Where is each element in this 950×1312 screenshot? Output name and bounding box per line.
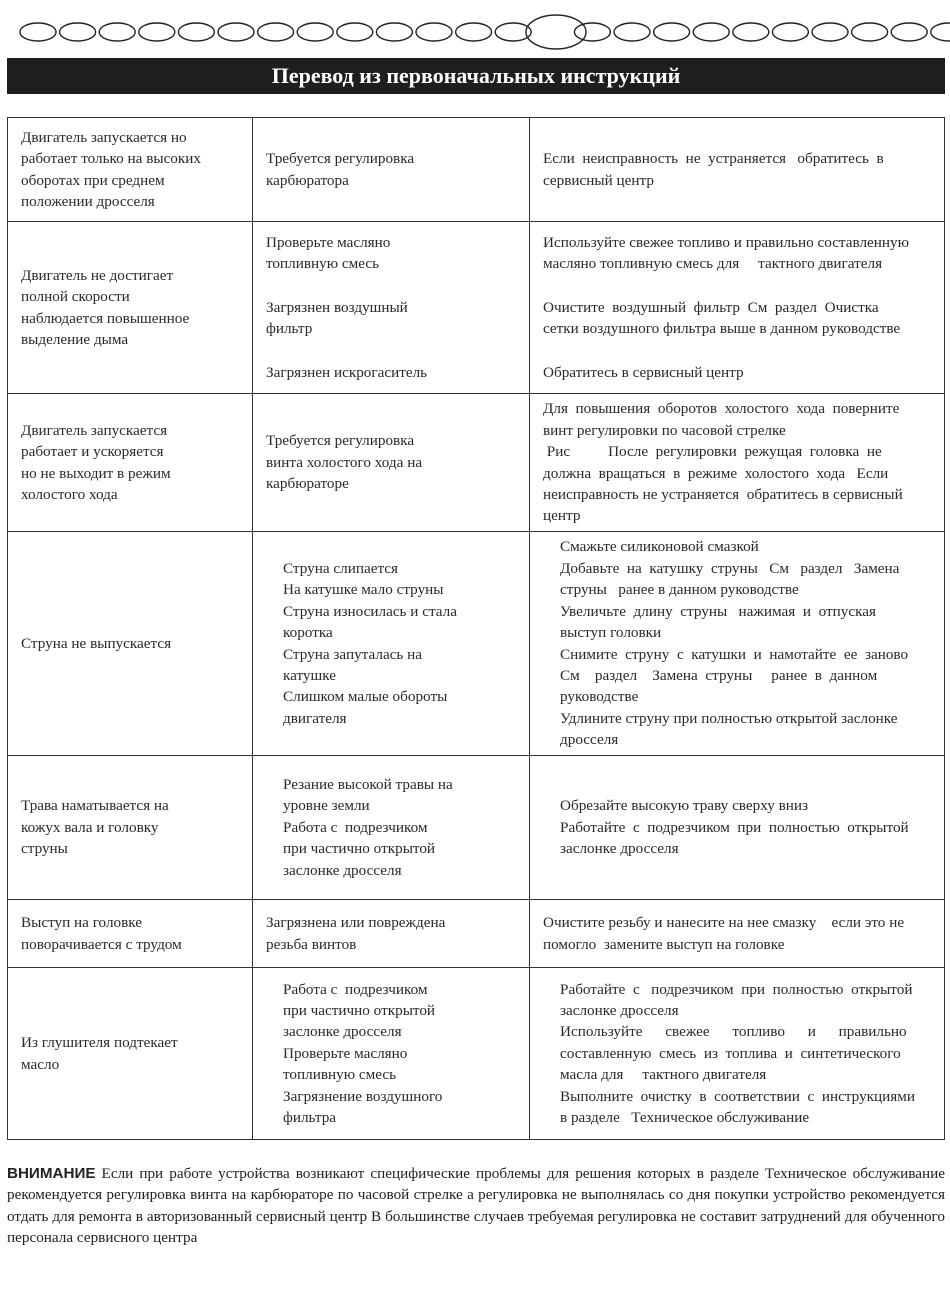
solution-cell-line: неисправность не устраняется обратитесь в сервисный — [543, 485, 903, 503]
cause-cell-line: Слишком малые обороты — [283, 688, 448, 706]
problem-cell-line: Двигатель не достигает — [21, 266, 174, 284]
solution-cell — [530, 222, 945, 394]
cause-cell-line: двигателя — [283, 709, 347, 727]
problem-cell-line: Выступ на головке — [21, 914, 143, 932]
problem-cell-line: оборотах при среднем — [21, 171, 165, 189]
solution-cell-line: Смажьте силиконовой смазкой — [560, 538, 759, 556]
decorative-oval — [99, 23, 135, 41]
solution-cell-line: См раздел Замена струны ранее в данном — [560, 666, 878, 684]
cause-cell-line: уровне земли — [283, 797, 370, 815]
cause-cell-line: топливную смесь — [266, 255, 380, 273]
cause-cell-line: Проверьте масляно — [283, 1044, 408, 1062]
decorative-oval — [654, 23, 690, 41]
solution-cell-line: заслонке дросселя — [560, 840, 679, 858]
solution-cell-line: должна вращаться в режиме холостого хода Если — [543, 464, 889, 482]
solution-cell-line: Если неисправность не устраняется обратитесь в — [543, 150, 884, 168]
problem-cell-line: Трава наматывается на — [21, 797, 169, 815]
solution-cell — [530, 900, 945, 968]
cause-cell-line: Резание высокой травы на — [283, 775, 453, 793]
problem-cell-line: но не выходит в режим — [21, 464, 171, 482]
solution-cell-line: Выполните очистку в соответствии с инструкциями — [560, 1087, 916, 1105]
problem-cell-line: полной скорости — [21, 288, 130, 306]
decorative-oval-large — [526, 15, 586, 49]
cause-cell-line: Работа с подрезчиком — [283, 818, 428, 836]
solution-cell-line: Очистите воздушный фильтр См раздел Очистка — [543, 298, 879, 316]
decorative-oval — [891, 23, 927, 41]
solution-cell-line: Работайте с подрезчиком при полностью открытой — [560, 818, 909, 836]
cause-cell-line: Проверьте масляно — [266, 233, 391, 251]
cause-cell — [253, 900, 530, 968]
problem-cell-line: холостого хода — [21, 485, 118, 503]
solution-cell-line: Работайте с подрезчиком при полностью открытой — [560, 980, 913, 998]
solution-cell-line: в разделе Техническое обслуживание — [560, 1109, 810, 1127]
cause-cell — [253, 222, 530, 394]
problem-cell — [8, 222, 253, 394]
problem-cell-line: масло — [21, 1055, 60, 1073]
table-row — [8, 756, 945, 900]
decorative-oval — [60, 23, 96, 41]
decorative-oval — [614, 23, 650, 41]
decorative-oval — [218, 23, 254, 41]
solution-cell-line: составленную смесь из топлива и синтетического — [560, 1044, 901, 1062]
problem-cell — [8, 756, 253, 900]
problem-cell-line: работает и ускоряется — [21, 443, 164, 461]
decorative-oval — [337, 23, 373, 41]
cause-cell — [253, 118, 530, 222]
cause-cell-line: при частично открытой — [283, 1001, 436, 1019]
problem-cell-line: положении дросселя — [21, 192, 155, 210]
problem-cell-line: Двигатель запускается но — [21, 128, 187, 146]
solution-cell-line: сетки воздушного фильтра выше в данном руководстве — [543, 320, 901, 338]
cause-cell — [253, 394, 530, 532]
solution-cell-line: Очистите резьбу и нанесите на нее смазку если это не — [543, 914, 905, 932]
cause-cell-line: Струна запуталась на — [283, 645, 423, 663]
decorative-oval-border — [0, 14, 950, 54]
cause-cell — [253, 968, 530, 1140]
cause-cell-line: Струна износилась и стала — [283, 602, 457, 620]
solution-cell — [530, 118, 945, 222]
table-row — [8, 394, 945, 532]
cause-cell-line: Струна слипается — [283, 559, 399, 577]
table-row — [8, 968, 945, 1140]
cause-cell-line: при частично открытой — [283, 840, 436, 858]
problem-cell-line: кожух вала и головку — [21, 818, 159, 836]
cause-cell-line: заслонке дросселя — [283, 1023, 402, 1041]
problem-cell-line: струны — [21, 840, 68, 858]
cause-cell-line: резьба винтов — [266, 935, 357, 953]
solution-cell-line: Для повышения оборотов холостого хода поверните — [543, 400, 900, 418]
solution-cell — [530, 756, 945, 900]
table-row — [8, 222, 945, 394]
solution-cell-line: Удлините струну при полностью открытой заслонке — [560, 709, 898, 727]
decorative-oval — [376, 23, 412, 41]
solution-cell-line: Увеличьте длину струны нажимая и отпуская — [560, 602, 876, 620]
solution-cell-line: масляно топливную смесь для тактного двигателя — [543, 255, 883, 273]
problem-cell — [8, 118, 253, 222]
cause-cell-line: топливную смесь — [283, 1066, 397, 1084]
solution-cell-line: выступ головки — [560, 624, 662, 642]
solution-cell — [530, 968, 945, 1140]
solution-cell — [530, 394, 945, 532]
cause-cell-line: Требуется регулировка — [266, 150, 415, 168]
solution-cell-line: Добавьте на катушку струны См раздел Замена — [560, 559, 900, 577]
problem-cell-line: поворачивается с трудом — [21, 935, 182, 953]
solution-cell-line: винт регулировки по часовой стрелке — [543, 421, 786, 439]
solution-cell-line: центр — [543, 507, 581, 525]
cause-cell — [253, 532, 530, 756]
decorative-oval — [20, 23, 56, 41]
warning-label: ВНИМАНИЕ — [7, 1165, 96, 1182]
decorative-oval — [693, 23, 729, 41]
problem-cell-line: выделение дыма — [21, 330, 129, 348]
cause-cell-line: катушке — [283, 666, 336, 684]
solution-cell-line: сервисный центр — [543, 171, 654, 189]
cause-cell-line: фильтра — [283, 1109, 337, 1127]
cause-cell — [253, 756, 530, 900]
problem-cell — [8, 900, 253, 968]
page-title: Перевод из первоначальных инструкций — [7, 58, 945, 94]
solution-cell-line: Обрезайте высокую траву сверху вниз — [560, 797, 809, 815]
cause-cell-line: заслонке дросселя — [283, 861, 402, 879]
decorative-oval — [812, 23, 848, 41]
warning-paragraph — [7, 1163, 945, 1249]
cause-cell-line: Загрязнен воздушный — [266, 298, 408, 316]
decorative-oval — [297, 23, 333, 41]
problem-cell-line: Двигатель запускается — [21, 421, 168, 439]
solution-cell-line: масла для тактного двигателя — [560, 1066, 767, 1084]
problem-cell-line: Струна не выпускается — [21, 634, 172, 652]
problem-cell — [8, 968, 253, 1140]
solution-cell-line: струны ранее в данном руководстве — [560, 581, 799, 599]
cause-cell-line: винта холостого хода на — [266, 453, 423, 471]
troubleshooting-table — [7, 117, 945, 1140]
solution-cell-line: Снимите струну с катушки и намотайте ее заново — [560, 645, 909, 663]
cause-cell-line: карбюраторе — [266, 475, 349, 493]
solution-cell-line: помогло замените выступ на головке — [543, 935, 785, 953]
cause-cell-line: карбюратора — [266, 171, 349, 189]
table-row — [8, 532, 945, 756]
solution-cell-line: Рис После регулировки режущая головка не — [543, 443, 882, 461]
solution-cell-line: заслонке дросселя — [560, 1001, 679, 1019]
cause-cell-line: Загрязнен искрогаситель — [266, 363, 428, 381]
solution-cell-line: Используйте свежее топливо и правильно — [560, 1023, 907, 1041]
solution-cell-line: Обратитесь в сервисный центр — [543, 363, 744, 381]
problem-cell — [8, 394, 253, 532]
decorative-oval — [139, 23, 175, 41]
problem-cell-line: работает только на высоких — [21, 150, 202, 168]
decorative-oval — [931, 23, 950, 41]
solution-cell — [530, 532, 945, 756]
cause-cell-line: Загрязнение воздушного — [283, 1087, 443, 1105]
problem-cell-line: наблюдается повышенное — [21, 309, 190, 327]
decorative-oval — [456, 23, 492, 41]
solution-cell-line: дросселя — [560, 731, 619, 749]
decorative-oval — [574, 23, 610, 41]
cause-cell-line: фильтр — [266, 320, 313, 338]
decorative-oval — [416, 23, 452, 41]
solution-cell-line: Используйте свежее топливо и правильно составленную — [543, 233, 909, 251]
table-row — [8, 900, 945, 968]
decorative-oval — [733, 23, 769, 41]
table-row — [8, 118, 945, 222]
cause-cell-line: Загрязнена или повреждена — [266, 914, 446, 932]
cause-cell-line: коротка — [283, 624, 333, 642]
problem-cell-line: Из глушителя подтекает — [21, 1034, 178, 1052]
cause-cell-line: Требуется регулировка — [266, 432, 415, 450]
cause-cell-line: На катушке мало струны — [283, 581, 444, 599]
solution-cell-line: руководстве — [560, 688, 639, 706]
decorative-oval — [852, 23, 888, 41]
decorative-oval — [258, 23, 294, 41]
problem-cell — [8, 532, 253, 756]
warning-text: Если при работе устройства возникают специфические проблемы для решения которых в разделе Техническое обслуживание рекомендуется регулировка винта на карбюраторе по часовой стрелке а регулировка не выполнялась со дня покупки устройство рекомендуется отдать для ремонта в авторизованный сервисный центр В большинстве случаев требуемая регулировка не составит затруднений для обученного персонала сервисного центра — [7, 1165, 945, 1247]
decorative-oval — [178, 23, 214, 41]
cause-cell-line: Работа с подрезчиком — [283, 980, 428, 998]
decorative-oval — [772, 23, 808, 41]
